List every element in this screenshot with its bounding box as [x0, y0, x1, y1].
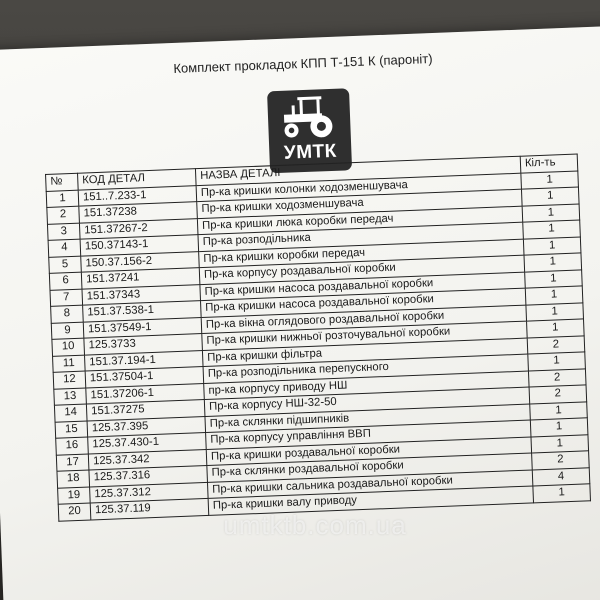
row-code-cell: 151.37343	[82, 284, 201, 305]
row-code-cell: 125.37.430-1	[88, 432, 207, 453]
row-code-cell: 125.37.316	[89, 465, 208, 486]
row-name-cell: Пр-ка розподiльника	[198, 222, 523, 251]
row-qty-cell: 1	[525, 286, 583, 305]
row-code-cell: 125.37.342	[88, 449, 207, 470]
row-qty-cell: 1	[528, 352, 586, 371]
row-qty-cell: 1	[521, 187, 579, 206]
row-qty-cell: 1	[524, 253, 582, 272]
row-qty-cell: 1	[530, 401, 588, 420]
row-num-cell: 8	[51, 305, 84, 323]
row-name-cell: Пр-ка кришки коробки передач	[199, 239, 524, 268]
parts-table	[45, 154, 591, 522]
row-num-cell: 5	[49, 256, 82, 274]
row-num-cell: 16	[56, 437, 89, 455]
row-name-cell: Пр-ка склянки пiдшипникiв	[205, 404, 530, 433]
row-code-cell: 151.37504-1	[85, 367, 204, 388]
row-qty-cell: 1	[531, 434, 589, 453]
row-num-cell: 15	[55, 421, 88, 439]
row-name-cell: Пр-ка кришки сальника роздавальної коробки	[207, 469, 532, 498]
row-code-cell: 125.37.395	[87, 416, 206, 437]
row-code-cell: 151..7.233-1	[78, 185, 197, 206]
row-num-cell: 4	[48, 239, 81, 257]
row-code-cell: 151.37.194-1	[84, 350, 203, 371]
row-num-cell: 10	[52, 338, 85, 356]
row-name-cell: Пр-ка кришки колонки ходозменшувача	[196, 173, 521, 202]
row-num-cell: 18	[57, 470, 90, 488]
row-code-cell: 151.37267-2	[79, 218, 198, 239]
watermark: umtktb.com.ua	[223, 510, 407, 540]
row-code-cell: 151.37549-1	[83, 317, 202, 338]
parts-table-body	[46, 171, 590, 521]
header-code: КОД ДЕТАЛ	[78, 169, 197, 190]
row-num-cell: 9	[51, 322, 84, 340]
row-num-cell: 7	[50, 289, 83, 307]
header-name: НАЗВА ДЕТАЛI	[195, 156, 520, 185]
tractor-icon	[273, 92, 345, 145]
row-name-cell: Пр-ка склянки роздавальної коробки	[207, 453, 532, 482]
row-name-cell: Пр-ка кришки роздавальної коробки	[206, 437, 531, 466]
header-qty: Кiл-ть	[520, 154, 578, 173]
row-qty-cell: 1	[523, 236, 581, 255]
row-qty-cell: 1	[526, 302, 584, 321]
row-qty-cell: 2	[529, 385, 587, 404]
row-code-cell: 125.37.119	[90, 498, 209, 519]
row-num-cell: 11	[53, 355, 86, 373]
row-qty-cell: 1	[533, 484, 591, 503]
row-code-cell: 125.3733	[84, 334, 203, 355]
row-qty-cell: 1	[521, 171, 579, 190]
row-qty-cell: 1	[530, 418, 588, 437]
row-code-cell: 151.37241	[81, 268, 200, 289]
row-qty-cell: 4	[532, 467, 590, 486]
logo-text: УМТК	[283, 140, 338, 164]
row-name-cell: Пр-ка кришки нижньої розточувальної коробки	[202, 321, 527, 350]
row-name-cell: Пр-ка корпусу роздавальної коробки	[199, 255, 524, 284]
row-code-cell: 151.37238	[79, 202, 198, 223]
row-code-cell: 125.37.312	[90, 482, 209, 503]
row-code-cell: 151.37275	[86, 400, 205, 421]
row-num-cell: 3	[47, 223, 80, 241]
row-qty-cell: 1	[527, 319, 585, 338]
row-qty-cell: 1	[522, 203, 580, 222]
row-qty-cell: 2	[528, 368, 586, 387]
row-name-cell: пр-ка корпусу приводу НШ	[204, 371, 529, 400]
row-name-cell: Пр-ка кришки насоса роздавальної коробки	[200, 272, 525, 301]
row-qty-cell: 2	[532, 451, 590, 470]
row-name-cell: Пр-ка корпусу управлiння ВВП	[206, 420, 531, 449]
row-num-cell: 19	[58, 486, 91, 504]
row-name-cell: Пр-ка корпусу НШ-32-50	[204, 387, 529, 416]
row-qty-cell: 1	[523, 220, 581, 239]
row-name-cell: Пр-ка кришки насоса роздавальної коробки	[201, 288, 526, 317]
row-code-cell: 151.37.538-1	[83, 301, 202, 322]
row-num-cell: 6	[49, 272, 82, 290]
row-name-cell: Пр-ка розподiльника перепускного	[203, 354, 528, 383]
row-num-cell: 20	[58, 503, 91, 521]
header-num: №	[46, 173, 79, 191]
row-name-cell: Пр-ка кришки ходозменшувача	[197, 189, 522, 218]
row-name-cell: Пр-ка кришки люка коробки передач	[197, 206, 522, 235]
row-code-cell: 150.37143-1	[80, 235, 199, 256]
row-num-cell: 17	[56, 454, 89, 472]
row-num-cell: 1	[46, 190, 79, 208]
document-title: Комплект прокладок КПП Т-151 К (паронiт)	[173, 51, 433, 76]
row-qty-cell: 1	[525, 269, 583, 288]
row-code-cell: 151.37206-1	[86, 383, 205, 404]
row-num-cell: 14	[54, 404, 87, 422]
row-num-cell: 13	[54, 388, 87, 406]
row-num-cell: 12	[53, 371, 86, 389]
row-qty-cell: 2	[527, 335, 585, 354]
row-name-cell: Пр-ка кришки валу приводу	[208, 486, 533, 515]
row-name-cell: Пр-ка кришки фiльтра	[202, 338, 527, 367]
row-name-cell: Пр-ка вiкна оглядового роздавальної коробки	[201, 305, 526, 334]
company-logo	[267, 88, 352, 173]
row-code-cell: 150.37.156-2	[81, 251, 200, 272]
row-num-cell: 2	[47, 206, 80, 224]
